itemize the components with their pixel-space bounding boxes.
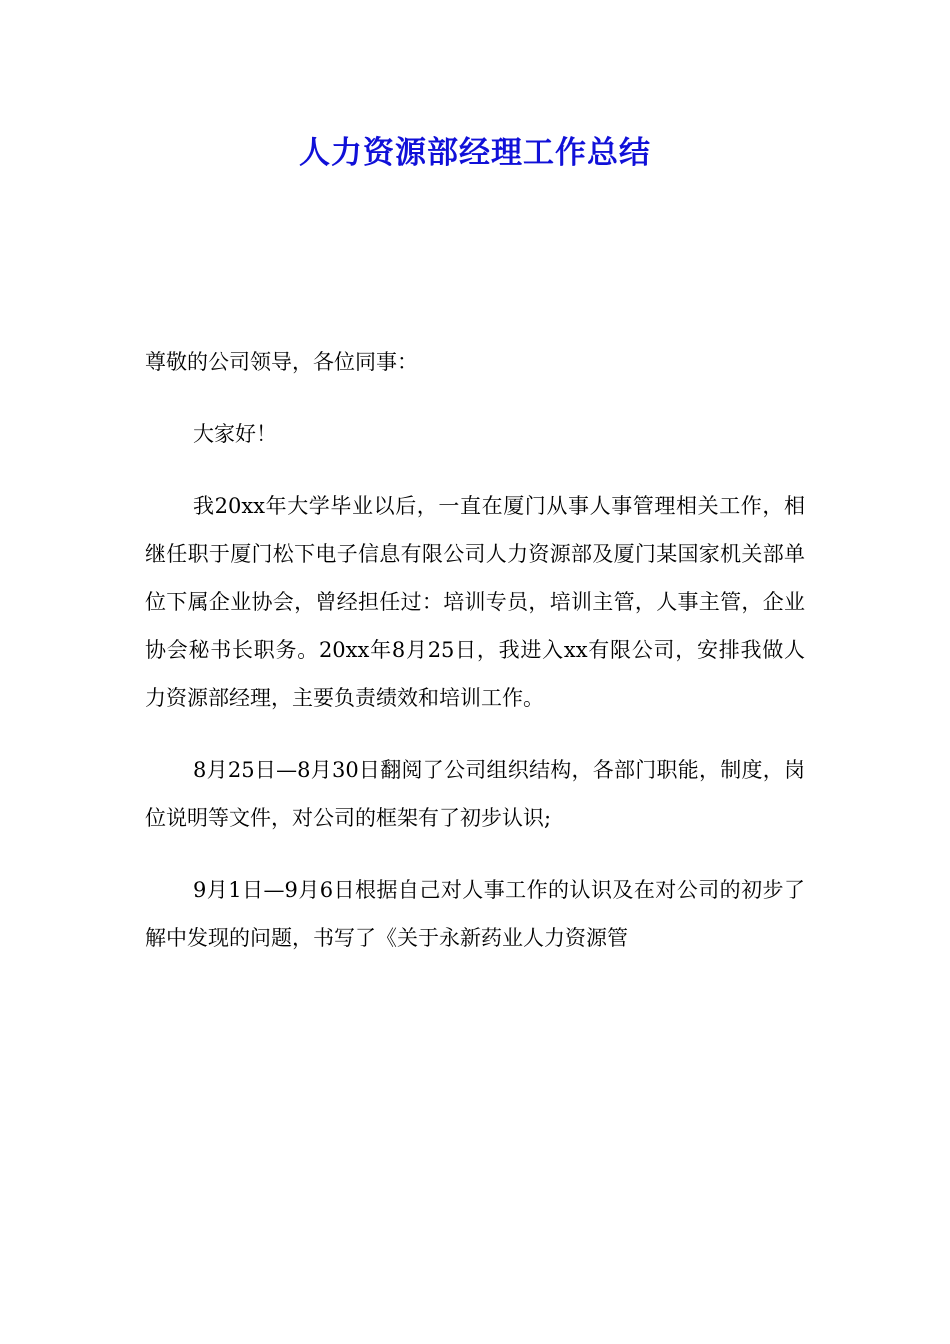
paragraph-orientation: 8月25日—8月30日翻阅了公司组织结构，各部门职能，制度，岗位说明等文件，对公司的框架有了初步认识; [145,758,805,830]
document-title: 人力资源部经理工作总结 [299,135,651,171]
document-body [145,338,805,986]
paragraph-background: 我20xx年大学毕业以后，一直在厦门从事人事管理相关工作，相继任职于厦门松下电子信息有限公司人力资源部及厦门某国家机关部单位下属企业协会，曾经担任过：培训专员，培训主管，人事主管，企业协会秘书长职务。20xx年8月25日，我进入xx有限公司，安排我做人力资源部经理，主要负责绩效和培训工作。 [145,494,805,710]
salutation: 尊敬的公司领导，各位同事： [145,350,418,374]
greeting: 大家好！ [193,422,277,446]
paragraph-report: 9月1日—9月6日根据自己对人事工作的认识及在对公司的初步了解中发现的问题，书写了《关于永新药业人力资源管 [145,878,805,950]
